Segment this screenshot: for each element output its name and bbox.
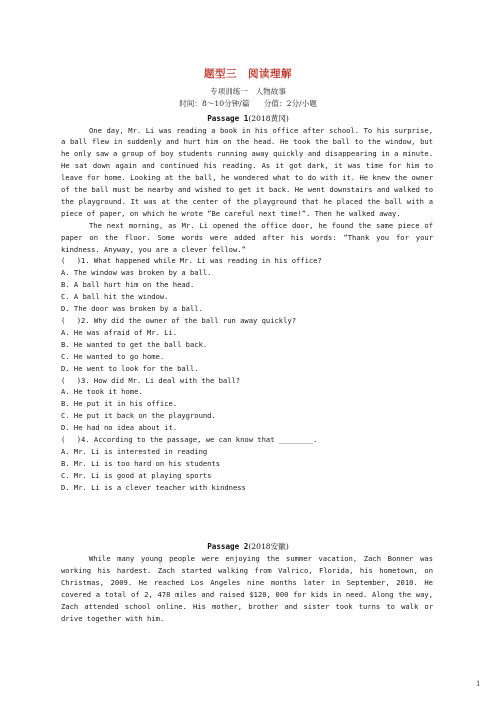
answer-option: D. He went to look for the ball.: [61, 363, 199, 373]
answer-option: C. He put it back on the playground.: [61, 411, 216, 421]
passage-2-source: (2018安徽): [248, 542, 289, 551]
answer-option: B. He put it in his office.: [61, 399, 178, 409]
answer-option: C. He wanted to go home.: [61, 351, 165, 361]
answer-option: D. The door was broken by a ball.: [61, 304, 203, 314]
page-number: 1: [476, 680, 481, 688]
answer-option: D. He had no idea about it.: [61, 423, 178, 433]
question-stem: ( )1. What happened while Mr. Li was reading in his office?: [61, 256, 322, 266]
passage-2-label: Passage 2: [207, 542, 249, 551]
answer-option: B. He wanted to get the ball back.: [61, 339, 208, 349]
answer-option: D. Mr. Li is a clever teacher with kindness: [61, 482, 246, 492]
section-title: 题型三 阅读理解: [204, 68, 292, 80]
passage-2-paragraph: While many young people were enjoying the summer vacation, Zach Bonner was working his hardest. Zach started walking from Valrico, Florida, his hometown, on Christmas, 2009. He reached Los Angeles nine months later in September, 2010. He covered a total of 2, 478 miles and raised $120, 000 for kids in need. Along the way, Zach attended school online. His mother, brother and sister took turns to walk or drive together with him.: [61, 554, 433, 623]
question-stem: ( )3. How did Mr. Li deal with the ball?: [61, 375, 241, 385]
time-score-line: [0, 98, 496, 109]
question-stem: ( )4. According to the passage, we can know that ________.: [61, 435, 318, 445]
answer-option: A. Mr. Li is interested in reading: [61, 446, 208, 456]
time-limit: 时间：8～10分钟/篇: [179, 99, 250, 108]
answer-option: A. He was afraid of Mr. Li.: [61, 327, 178, 337]
question-stem: ( )2. Why did the owner of the ball run away quickly?: [61, 316, 296, 325]
score-value: 分值：2分/小题: [263, 99, 317, 108]
passage-1-body: [61, 125, 433, 494]
answer-option: C. A ball hit the window.: [61, 292, 169, 302]
passage-1-source: (2018黄冈): [248, 114, 289, 123]
answer-option: B. Mr. Li is too hard on his students: [61, 458, 221, 468]
answer-option: B. A ball hurt him on the head.: [61, 280, 195, 290]
passage-1-heading: [0, 113, 496, 124]
passage-1-label: Passage 1: [207, 114, 249, 123]
passage-2-body: [61, 553, 433, 624]
section-subtitle: 专项训练一 人物故事: [210, 87, 286, 96]
passage-1-paragraph: The next morning, as Mr. Li opened the office door, he found the same piece of paper on the floor. Some words were added after his words: “Thank you for your kindness. Anyway, you are a clever fellow.”: [61, 220, 433, 254]
passage-2-heading: [0, 541, 496, 552]
passage-1-paragraph: One day, Mr. Li was reading a book in his office after school. To his surprise, a ball flew in suddenly and hurt him on the head. He took the ball to the window, but he only saw a group of boy students running away quickly and disappearing in a minute. He sat down again and continued his reading. As it got dark, it was time for him to leave for home. Looking at the ball, he wondered what to do with it. He knew the owner of the ball must be nearby and wished to get it back. He went downstairs and walked to the playground. It was at the center of the playground that he placed the ball with a piece of paper, on which he wrote “Be careful next time!”. Then he walked away.: [61, 125, 433, 218]
answer-option: A. The window was broken by a ball.: [61, 268, 212, 278]
answer-option: A. He took it home.: [61, 387, 143, 397]
answer-option: C. Mr. Li is good at playing sports: [61, 470, 212, 480]
